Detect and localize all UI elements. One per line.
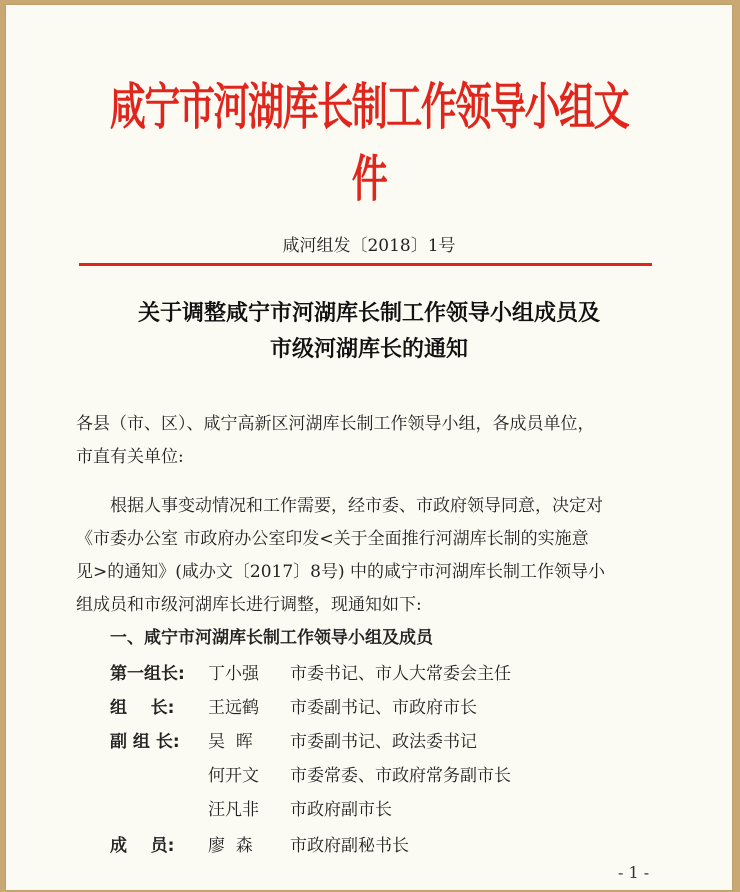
- notice-title-line2: 市级河湖库长的通知: [269, 336, 468, 362]
- body-paragraph: [76, 490, 676, 622]
- member-name: 吴 晖: [208, 732, 253, 752]
- member-role: 组 长:: [110, 698, 175, 718]
- member-role: 成 员:: [110, 836, 175, 856]
- body-line4: 组成员和市级河湖库长进行调整，现通知如下:: [76, 595, 422, 615]
- body-line3: 见>的通知》(咸办文〔2017〕8号) 中的咸宁市河湖库长制工作领导小: [76, 562, 605, 582]
- member-row: [110, 761, 670, 791]
- red-separator-line: [79, 263, 652, 266]
- member-name: 何开文: [208, 766, 259, 786]
- body-line1: 根据人事变动情况和工作需要，经市委、市政府领导同意，决定对: [110, 496, 603, 516]
- member-role: 副 组 长:: [110, 732, 180, 752]
- member-row: [110, 693, 670, 723]
- member-position: 市委副书记、市政府市长: [290, 698, 477, 718]
- document-page: [6, 5, 732, 890]
- addressee-paragraph: [76, 408, 676, 474]
- member-name: 廖 森: [208, 836, 253, 856]
- document-number: 咸河组发〔2018〕1号: [282, 236, 456, 256]
- member-position: 市政府副秘书长: [290, 836, 409, 856]
- member-role: 第一组长:: [110, 664, 185, 684]
- member-name: 汪凡非: [208, 800, 259, 820]
- member-position: 市委书记、市人大常委会主任: [290, 664, 511, 684]
- section-heading: 一、咸宁市河湖库长制工作领导小组及成员: [110, 628, 433, 648]
- member-row: [110, 831, 670, 861]
- member-row: [110, 727, 670, 757]
- body-line2: 《市委办公室 市政府办公室印发<关于全面推行河湖库长制的实施意: [76, 529, 589, 549]
- issuer-header-title: 咸宁市河湖库长制工作领导小组文件: [109, 77, 629, 208]
- notice-title-line1: 关于调整咸宁市河湖库长制工作领导小组成员及: [137, 300, 600, 326]
- member-name: 王远鹤: [208, 698, 259, 718]
- member-position: 市政府副市长: [290, 800, 392, 820]
- addressee-line1: 各县（市、区）、咸宁高新区河湖库长制工作领导小组，各成员单位，: [76, 414, 595, 434]
- member-row: [110, 795, 670, 825]
- addressee-line2: 市直有关单位:: [76, 447, 184, 467]
- member-row: [110, 659, 670, 689]
- page-number: - 1 -: [618, 863, 650, 882]
- notice-title: [6, 295, 732, 367]
- member-position: 市委常委、市政府常务副市长: [290, 766, 511, 786]
- member-name: 丁小强: [208, 664, 259, 684]
- member-position: 市委副书记、政法委书记: [290, 732, 477, 752]
